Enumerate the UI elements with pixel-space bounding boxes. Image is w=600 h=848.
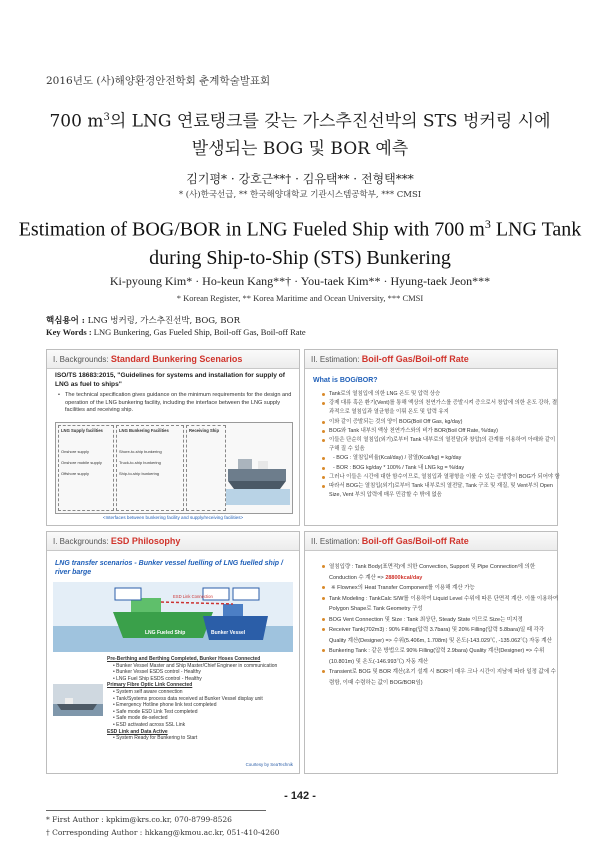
list-item: • ESD activated across SSL Link [113,721,186,728]
list-item: • System self aware connection [113,688,183,695]
korean-affiliations: * (사)한국선급, ** 한국해양대학교 기관시스템공학부, *** CMSI [178,190,422,200]
list-item: 열침입량 : Tank Body(표면적)에 의한 Convection, Support 및 Pipe Connection에 의한 Conduction 수 계산 => 28800kcal/day [329,562,561,583]
esd-step-heading: Pre-Berthing and Berthing Completed, Bunker Hoses Connected [107,656,261,662]
panel-title: II. Estimation: Boil-off Gas/Boil-off Rate [305,350,557,369]
diagram-caption: <Interfaces between bunkering facility and supply/receiving facilities> [102,515,244,520]
panel-bog-definition [304,349,558,526]
iso-description: • The technical specification gives guidance on the minimum requirements for the design and operation of the LNG bunkering facility, including the interface between the LNG supply facilities and receiving ship. [58,392,292,414]
list-item: - BOR : BOG kg/day * 100% / Tank 내 LNG kg = %/day [329,464,561,473]
label-lng-fueled-ship: LNG Fueled Ship [145,630,186,636]
list-item: ※ Flownex의 Heat Transfer Component를 이용해 계산 가능 [329,583,561,594]
english-title-line1: Estimation of BOG/BOR in LNG Fueled Ship with 700 $m^3$ LNG Tank [18,217,582,241]
esd-scenario-illustration [53,582,293,652]
panel-title: I. Backgrounds: Standard Bunkering Scenarios [47,350,299,369]
receiving-ship-box [186,425,226,511]
list-item: • Safe mode ESD Link Test completed [113,708,198,715]
page-number: - 142 - [284,790,316,802]
bunkering-list: Shore-to-ship bunkering Truck-to-ship bunkering Ship-to-ship bunkering [119,449,162,476]
list-item: • Emergency Hotline phone link test completed [113,702,217,709]
list-item: Receiver Tank(702m3) : 90% Filling(압력 3.7bara) 및 20% Filling(압력 5.8bara)일 때 각각 Quality 계산(Designer) => 수위(5.406m, 1.708m) 및 온도(-143.029℃, -135.062℃) 자동 계산 [329,625,561,646]
image-credit: Courtesy by SeaTechnik [245,762,293,767]
korean-title-line1: 700 $m^3$의 LNG 연료탱크를 갖는 가스추진선박의 STS 벙커링 시에 [49,111,551,132]
bunkering-facilities-box [116,425,184,511]
panel-title: I. Backgrounds: ESD Philosophy [47,532,299,551]
list-item: - BOG : 열침입비율(Kcal/day) / 잠열(Kcal/kg) = kg/day [329,454,561,463]
list-item: • System Ready for Bunkering to Start [113,735,198,742]
label-esd-link: ESD Link Connection [173,594,213,599]
list-item: Transient로 BOG 및 BOR 계산(초기 설계 시 BOR이 매우 크나 시간이 지남에 따라 일정 값에 수렴함, 이때 수렴하는 값이 BOG/BOR임) [329,667,561,688]
list-item: 그러나 이들은 시간에 대한 함수이므로, 열침입과 열평형을 이룰 수 있는 증발량이 BOG가 되어야 함 [329,473,561,482]
list-item: • LNG Fuel Ship ESDS control - Healthy [113,675,202,682]
list-item: Bunkering Tank : 같은 방법으로 90% Filling(압력 2.9bara) Quality 계산(Designer) => 수위(10.801m) 및 온도(-146.993℃) 자동 계산 [329,646,561,667]
heat-input-highlight: 28800kcal/day [385,574,423,581]
list-item: • Bunker Vessel ESDS control - Healthy [113,669,201,676]
esd-step-heading: Primary Fibre Optic Link Connected [107,682,193,689]
bog-definition-list [319,390,561,500]
english-affiliations: * Korean Register, ** Korea Maritime and Ocean University, *** CMSI [176,293,424,303]
footnote-first-author: * First Author : kpkim@krs.co.kr, 070-8799-8526 [46,815,232,824]
korean-authors: 김기평* · 강호근**† · 김유택** · 전형택*** [186,172,414,186]
footnote-corresponding-author: † Corresponding Author : hkkang@kmou.ac.kr, 051-410-4260 [46,828,280,837]
list-item: • Safe mode de-selected [113,715,168,722]
panel-esd-philosophy [46,531,300,774]
iso-heading: ISO/TS 18683:2015, "Guidelines for systems and installation for supply of LNG as fuel to ships" [55,372,285,388]
conference-header: 2016년도 (사)해양환경안전학회 춘계학술발표회 [46,75,271,87]
col-supply-label: LNG Supply facilities [61,428,103,433]
col-receiving-label: Receiving Ship [189,428,220,433]
list-item: 강제 대류 혹은 환기(Vent)를 통해 액상의 천연가스를 증발시켜 증으로서 창압에 의한 온도 강하, 결과적으로 열침입과 열균형을 이뤄 온도 및 압력 유지 [329,399,561,417]
esd-subheading: LNG transfer scenarios - Bunker vessel fuelling of LNG fuelled ship / river barge [55,560,283,576]
lng-carrier-photo-icon [53,684,103,716]
label-bunker-vessel: Bunker Vessel [211,630,246,636]
list-item: BOG와 Tank 내부의 액상 천연가스와의 비가 BOR(Boil Off Rate, %/day) [329,427,561,436]
list-item: Tank로의 열침입에 의한 LNG 온도 및 압력 상승 [329,390,561,399]
esd-step-heading: ESD Link and Data Active [107,728,168,735]
list-item: • Tank/Systems process data received at Bunker Vessel display unit [113,695,263,702]
panel-standard-bunkering [46,349,300,526]
list-item: Tank Modeling : TankCalc S/W를 이용하여 Liquid Level 수위에 따른 단면적 계산. 이를 이용하여 Polygon Shape로 Tank Geometry 구성 [329,594,561,615]
bog-estimation-list [319,562,561,688]
english-title-line2: during Ship-to-Ship (STS) Bunkering [149,246,451,269]
keywords-english: Key Words : LNG Bunkering, Gas Fueled Ship, Boil-off Gas, Boil-off Rate [46,327,306,337]
list-item: BOG Vent Connection 및 Size : Tank 최상단, Steady State 이므로 Size는 미지정 [329,615,561,626]
footnote-divider [46,810,266,811]
list-item: 이들은 단순히 열침입(외기)로부터 Tank 내부로의 열전달(과 창압)의 관계를 이용하여 아래와 같이 구해 질 수 있음 [329,436,561,454]
bog-subheading: What is BOG/BOR? [313,377,378,384]
list-item: 따라서 BOG는 열침입(외기)로부터 Tank 내부로의 열전달, Tank 구조 및 재질, 및 Vent부의 Open Size, Vent 부의 압력에 매우 민감할 수 밖에 없음 [329,482,561,500]
panel-title: II. Estimation: Boil-off Gas/Boil-off Rate [305,532,557,551]
col-bunkering-label: LNG Bunkering Facilities [119,428,169,433]
english-authors: Ki-pyoung Kim* · Ho-keun Kang**† · You-taek Kim** · Hyung-taek Jeon*** [109,274,491,288]
esd-steps [107,656,295,742]
bunkering-interface-diagram [55,422,293,514]
supply-list: Onshore supply Onshore mobile supply Offshore supply [61,449,102,476]
panel-bog-estimation [304,531,558,774]
keywords-korean: 핵심용어 : LNG 벙커링, 가스추진선박, BOG, BOR [46,316,240,326]
korean-title-line2: 발생되는 BOG 및 BOR 예측 [191,138,409,159]
supply-facilities-box [58,425,114,511]
english-title [0,210,600,272]
ship-illustration-icon [226,429,290,507]
korean-title [0,104,600,163]
list-item: • Bunker Vessel Master and Ship Master/Chief Engineer in communication [113,662,278,669]
list-item: 이와 같이 증발되는 것의 양이 BOG(Boil Off Gas, kg/day) [329,418,561,427]
